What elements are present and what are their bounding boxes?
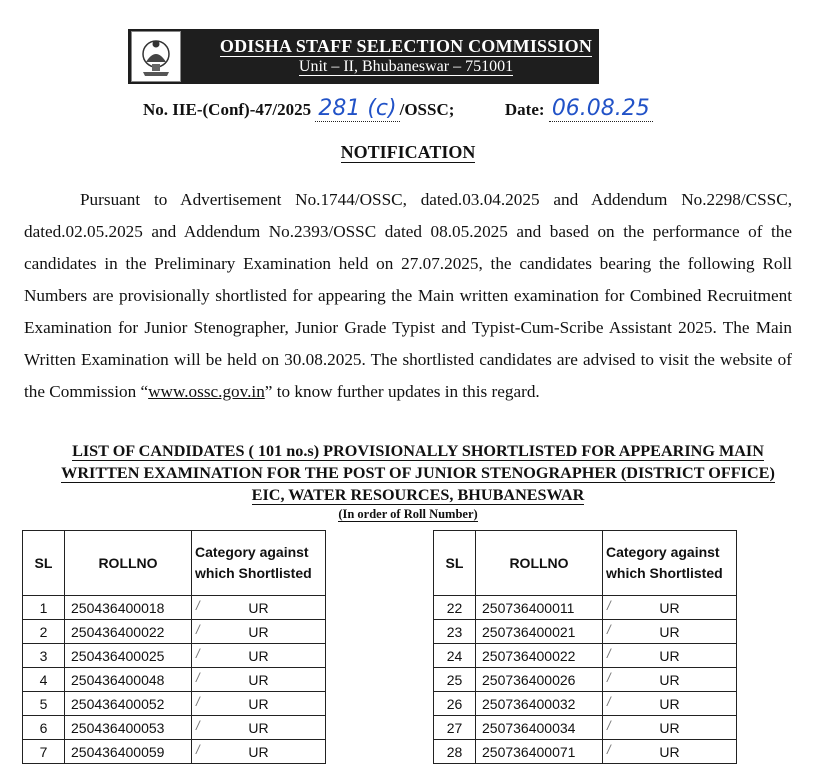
- row-sl: 22: [434, 596, 476, 620]
- table-row: [434, 596, 737, 620]
- table-row: [434, 692, 737, 716]
- ref-number-prefix: No. IIE-(Conf)-47/2025: [143, 100, 312, 119]
- check-mark-icon: /: [607, 742, 611, 757]
- notification-body: Pursuant to Advertisement No.1744/OSSC, dated.03.04.2025 and Addendum No.2298/CSSC, dated.02.05.2025 and Addendum No.2393/OSSC dated 08.05.2025 and based on the performance of the candidates in the Preliminary Examination held on 27.07.2025, the candidates bearing the following Roll Numbers are provisionally shortlisted for appearing the Main written examination for Combined Recruitment Examination for Junior Stenographer, Junior Grade Typist and Typist-Cum-Scribe Assistant 2025. The Main Written Examination will be held on 30.08.2025. The shortlisted candidates are advised to visit the website of the Commission “www.ossc.gov.in” to know further updates in this regard.: [24, 190, 792, 401]
- check-mark-icon: /: [607, 670, 611, 685]
- handwritten-date: 06.08.25: [549, 96, 653, 122]
- row-sl: 23: [434, 620, 476, 644]
- reference-line: [143, 96, 653, 121]
- row-sl: 3: [23, 644, 65, 668]
- ref-number-suffix: /OSSC;: [399, 100, 455, 119]
- odisha-emblem-icon: [131, 31, 181, 82]
- candidates-table-right: [433, 530, 737, 764]
- check-mark-icon: /: [607, 598, 611, 613]
- row-sl: 6: [23, 716, 65, 740]
- check-mark-icon: /: [607, 646, 611, 661]
- table-row: [23, 620, 326, 644]
- table-row: [23, 716, 326, 740]
- table-row: [23, 668, 326, 692]
- col-category: Category against which Shortlisted: [192, 531, 326, 596]
- row-category: / UR: [192, 668, 326, 692]
- row-rollno: 250736400071: [476, 740, 603, 764]
- col-sl: SL: [434, 531, 476, 596]
- handwritten-ref-number: 281 (c): [315, 96, 399, 122]
- table-row: [23, 740, 326, 764]
- check-mark-icon: /: [607, 622, 611, 637]
- row-category: / UR: [192, 692, 326, 716]
- org-address: Unit – II, Bhubaneswar – 751001: [298, 58, 514, 75]
- table-row: [23, 644, 326, 668]
- col-rollno: ROLLNO: [476, 531, 603, 596]
- check-mark-icon: /: [196, 670, 200, 685]
- table-row: [434, 668, 737, 692]
- check-mark-icon: /: [196, 742, 200, 757]
- org-name: ODISHA STAFF SELECTION COMMISSION: [219, 36, 593, 56]
- row-category: / UR: [603, 716, 737, 740]
- row-sl: 4: [23, 668, 65, 692]
- row-category: / UR: [603, 740, 737, 764]
- check-mark-icon: /: [196, 694, 200, 709]
- row-sl: 5: [23, 692, 65, 716]
- col-rollno: ROLLNO: [65, 531, 192, 596]
- row-sl: 24: [434, 644, 476, 668]
- candidates-table-left: [22, 530, 326, 764]
- row-category: / UR: [603, 596, 737, 620]
- row-rollno: 250436400022: [65, 620, 192, 644]
- row-rollno: 250736400032: [476, 692, 603, 716]
- row-category: / UR: [603, 692, 737, 716]
- row-sl: 25: [434, 668, 476, 692]
- row-sl: 27: [434, 716, 476, 740]
- date-label: Date:: [504, 100, 545, 119]
- row-sl: 26: [434, 692, 476, 716]
- row-category: / UR: [192, 716, 326, 740]
- row-sl: 2: [23, 620, 65, 644]
- list-heading: LIST OF CANDIDATES ( 101 no.s) PROVISIONALLY SHORTLISTED FOR APPEARING MAIN WRITTEN EXAMINATION FOR THE POST OF JUNIOR STENOGRAPHER (DISTRICT OFFICE) EIC, WATER RESOURCES, BHUBANESWAR: [61, 442, 775, 504]
- row-sl: 28: [434, 740, 476, 764]
- row-rollno: 250736400034: [476, 716, 603, 740]
- row-rollno: 250736400011: [476, 596, 603, 620]
- check-mark-icon: /: [196, 598, 200, 613]
- website-link[interactable]: www.ossc.gov.in: [148, 382, 265, 401]
- row-rollno: 250436400059: [65, 740, 192, 764]
- check-mark-icon: /: [196, 646, 200, 661]
- table-row: [434, 716, 737, 740]
- row-category: / UR: [192, 740, 326, 764]
- table-row: [23, 692, 326, 716]
- row-rollno: 250736400022: [476, 644, 603, 668]
- row-category: / UR: [603, 668, 737, 692]
- table-row: [434, 740, 737, 764]
- row-rollno: 250736400021: [476, 620, 603, 644]
- row-sl: 7: [23, 740, 65, 764]
- row-sl: 1: [23, 596, 65, 620]
- table-row: [434, 644, 737, 668]
- row-category: / UR: [603, 620, 737, 644]
- check-mark-icon: /: [607, 694, 611, 709]
- table-row: [434, 620, 737, 644]
- row-category: / UR: [192, 596, 326, 620]
- table-row: [23, 596, 326, 620]
- row-rollno: 250436400052: [65, 692, 192, 716]
- check-mark-icon: /: [607, 718, 611, 733]
- row-category: / UR: [192, 620, 326, 644]
- col-category: Category against which Shortlisted: [603, 531, 737, 596]
- row-rollno: 250436400053: [65, 716, 192, 740]
- col-sl: SL: [23, 531, 65, 596]
- row-rollno: 250436400018: [65, 596, 192, 620]
- check-mark-icon: /: [196, 622, 200, 637]
- notification-title: NOTIFICATION: [340, 142, 476, 162]
- row-category: / UR: [603, 644, 737, 668]
- row-rollno: 250436400048: [65, 668, 192, 692]
- row-rollno: 250436400025: [65, 644, 192, 668]
- row-rollno: 250736400026: [476, 668, 603, 692]
- list-order-note: (In order of Roll Number): [338, 507, 478, 521]
- check-mark-icon: /: [196, 718, 200, 733]
- row-category: / UR: [192, 644, 326, 668]
